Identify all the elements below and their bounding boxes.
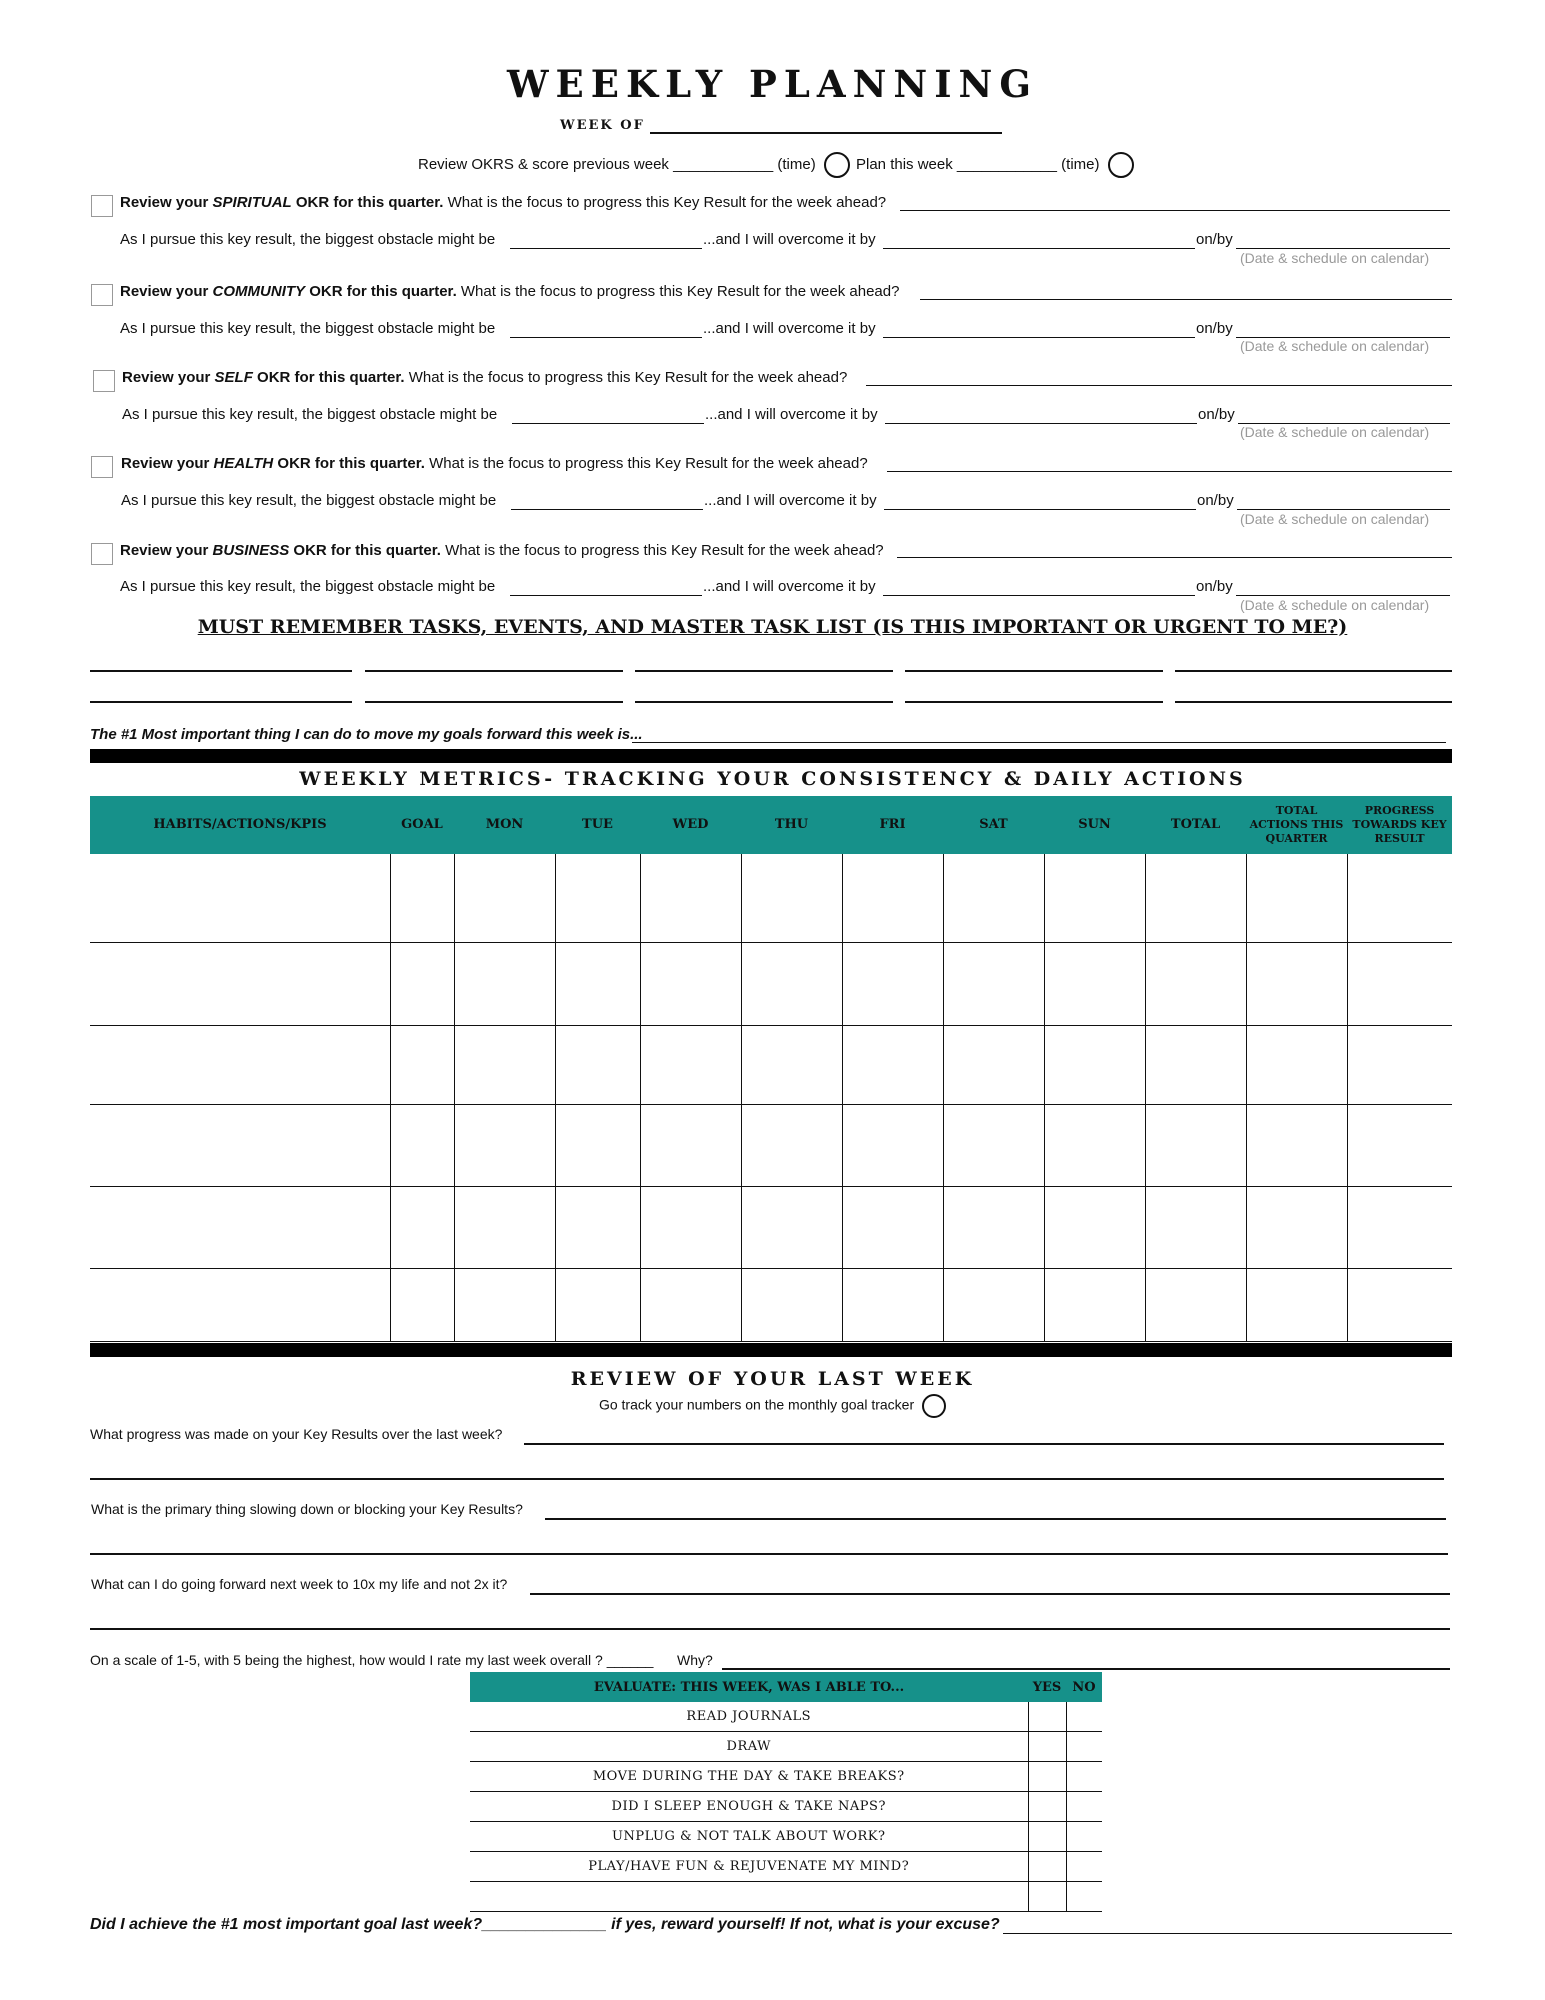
metric-cell[interactable] — [1347, 1187, 1452, 1269]
evaluate-item: READ JOURNALS — [470, 1702, 1028, 1732]
yes-cell[interactable] — [1028, 1702, 1066, 1732]
okr-suffix: OKR for this quarter. — [289, 542, 441, 559]
metric-cell[interactable] — [1347, 1105, 1452, 1187]
calendar-hint-4: (Date & schedule on calendar) — [1240, 511, 1430, 527]
onby-text-1: on/by — [1196, 231, 1233, 248]
evaluate-table — [470, 1672, 1102, 1912]
metric-cell[interactable] — [390, 943, 454, 1026]
col-header: PROGRESS TOWARDS KEY RESULT — [1347, 796, 1452, 854]
okr-business-focus-field[interactable] — [897, 557, 1452, 558]
metric-cell[interactable] — [741, 1269, 842, 1342]
col-header: SUN — [1044, 796, 1145, 854]
metric-cell[interactable] — [555, 1269, 640, 1342]
metric-cell[interactable] — [741, 943, 842, 1026]
okr-area: SELF — [214, 369, 253, 386]
metric-cell[interactable] — [454, 943, 555, 1026]
okr-area: COMMUNITY — [212, 283, 306, 300]
task-line[interactable] — [1175, 670, 1452, 672]
evaluate-item: DID I SLEEP ENOUGH & TAKE NAPS? — [470, 1792, 1028, 1822]
metric-cell[interactable] — [390, 1026, 454, 1105]
yes-cell[interactable] — [1028, 1852, 1066, 1882]
task-line[interactable] — [635, 701, 893, 703]
metric-cell[interactable] — [1145, 1187, 1246, 1269]
yes-cell[interactable] — [1028, 1732, 1066, 1762]
evaluate-row — [470, 1702, 1102, 1732]
calendar-hint-5: (Date & schedule on calendar) — [1240, 597, 1430, 613]
metric-cell[interactable] — [555, 943, 640, 1026]
evaluate-header-row — [470, 1672, 1102, 1702]
okr-area: BUSINESS — [212, 542, 290, 559]
most-important-label: The #1 Most important thing I can do to move my goals forward this week is... — [90, 726, 643, 743]
yes-cell[interactable] — [1028, 1792, 1066, 1822]
evaluate-row — [470, 1762, 1102, 1792]
metric-cell[interactable] — [390, 854, 454, 943]
okr-spiritual-checkbox[interactable] — [91, 195, 113, 217]
col-header: GOAL — [390, 796, 454, 854]
metric-cell[interactable] — [1347, 943, 1452, 1026]
metrics-row — [90, 854, 1452, 943]
achieve-text: Did I achieve the #1 most important goal last week?______________ — [90, 1916, 607, 1933]
habit-cell[interactable] — [90, 943, 390, 1026]
task-line[interactable] — [905, 670, 1163, 672]
metric-cell[interactable] — [1347, 1269, 1452, 1342]
no-cell[interactable] — [1066, 1702, 1102, 1732]
task-line[interactable] — [635, 670, 893, 672]
metric-cell[interactable] — [943, 1026, 1044, 1105]
okr-question-text: What is the focus to progress this Key Result for the week ahead? — [456, 283, 900, 300]
metric-cell[interactable] — [1246, 1269, 1347, 1342]
obstacle-text-2: As I pursue this key result, the biggest obstacle might be — [120, 320, 496, 337]
overcome-text-1: ...and I will overcome it by — [703, 231, 876, 248]
achieve-question — [90, 1916, 1000, 1934]
review-okrs-row — [418, 152, 850, 178]
yes-cell[interactable] — [1028, 1762, 1066, 1792]
metric-cell[interactable] — [1246, 1026, 1347, 1105]
metric-cell[interactable] — [741, 1187, 842, 1269]
metric-cell[interactable] — [1044, 1026, 1145, 1105]
obstacle-field-3[interactable] — [512, 423, 704, 424]
onby-text-3: on/by — [1198, 406, 1235, 423]
habit-cell[interactable] — [90, 1026, 390, 1105]
okr-suffix: OKR for this quarter. — [273, 455, 425, 472]
okr-suffix: OKR for this quarter. — [305, 283, 457, 300]
no-cell[interactable] — [1066, 1882, 1102, 1912]
obstacle-field-5[interactable] — [510, 595, 702, 596]
metric-cell[interactable] — [640, 854, 741, 943]
col-header: SAT — [943, 796, 1044, 854]
evaluate-item: DRAW — [470, 1732, 1028, 1762]
okr-area: HEALTH — [213, 455, 274, 472]
okr-prefix: Review your — [120, 542, 213, 559]
obstacle-field-4[interactable] — [511, 509, 703, 510]
no-cell[interactable] — [1066, 1822, 1102, 1852]
okr-prefix: Review your — [120, 283, 213, 300]
metric-cell[interactable] — [555, 854, 640, 943]
no-cell[interactable] — [1066, 1852, 1102, 1882]
metric-cell[interactable] — [1044, 854, 1145, 943]
obstacle-text-4: As I pursue this key result, the biggest obstacle might be — [121, 492, 497, 509]
answer-line[interactable] — [524, 1443, 1444, 1445]
metric-cell[interactable] — [842, 854, 943, 943]
col-header: THU — [741, 796, 842, 854]
plan-week-label: Plan this week ____________ (time) — [856, 155, 1100, 173]
onby-field-4[interactable] — [1237, 509, 1450, 510]
metric-cell[interactable] — [1347, 1026, 1452, 1105]
okr-spiritual-question — [120, 194, 886, 211]
okr-business-question — [120, 542, 884, 559]
evaluate-item: UNPLUG & NOT TALK ABOUT WORK? — [470, 1822, 1028, 1852]
task-line[interactable] — [1175, 701, 1452, 703]
metric-cell[interactable] — [842, 1105, 943, 1187]
metric-cell[interactable] — [943, 1187, 1044, 1269]
metric-cell[interactable] — [1246, 1187, 1347, 1269]
okr-self-focus-field[interactable] — [866, 385, 1452, 386]
metric-cell[interactable] — [943, 943, 1044, 1026]
okr-community-checkbox[interactable] — [91, 284, 113, 306]
review-question-blocking: What is the primary thing slowing down or blocking your Key Results? — [91, 1501, 523, 1517]
evaluate-row — [470, 1732, 1102, 1762]
excuse-field[interactable] — [1003, 1933, 1452, 1934]
answer-line[interactable] — [530, 1593, 1450, 1595]
no-cell[interactable] — [1066, 1762, 1102, 1792]
okr-health-question — [121, 455, 868, 472]
overcome-field-1[interactable] — [883, 248, 1195, 249]
metric-cell[interactable] — [842, 1187, 943, 1269]
okr-spiritual-focus-field[interactable] — [900, 210, 1450, 211]
metrics-row — [90, 943, 1452, 1026]
no-cell[interactable] — [1066, 1792, 1102, 1822]
metric-cell[interactable] — [741, 1105, 842, 1187]
onby-text-5: on/by — [1196, 578, 1233, 595]
metric-cell[interactable] — [640, 1187, 741, 1269]
week-of-label: WEEK OF — [560, 118, 645, 133]
metric-cell[interactable] — [943, 1105, 1044, 1187]
habit-cell[interactable] — [90, 854, 390, 943]
calendar-hint-3: (Date & schedule on calendar) — [1240, 424, 1430, 440]
okr-health-focus-field[interactable] — [887, 471, 1452, 472]
rating-question: On a scale of 1-5, with 5 being the highest, how would I rate my last week overall ? ______ — [90, 1652, 654, 1668]
tracker-text: Go track your numbers on the monthly goal tracker — [598, 1396, 915, 1413]
review-heading: REVIEW OF YOUR LAST WEEK — [570, 1368, 975, 1390]
col-header: WED — [640, 796, 741, 854]
review-done-circle[interactable] — [824, 152, 850, 178]
metric-cell[interactable] — [842, 1026, 943, 1105]
metrics-row — [90, 1105, 1452, 1187]
overcome-field-3[interactable] — [885, 423, 1197, 424]
overcome-field-4[interactable] — [884, 509, 1196, 510]
review-subtitle — [0, 1394, 1545, 1418]
yes-cell[interactable] — [1028, 1882, 1066, 1912]
task-line[interactable] — [365, 670, 623, 672]
okr-community-focus-field[interactable] — [920, 299, 1452, 300]
week-of-field[interactable] — [650, 132, 1002, 134]
okr-prefix: Review your — [122, 369, 215, 386]
metric-cell[interactable] — [943, 1269, 1044, 1342]
evaluate-row — [470, 1792, 1102, 1822]
okr-suffix: OKR for this quarter. — [291, 194, 444, 211]
okr-community-question — [120, 283, 899, 300]
obstacle-field-1[interactable] — [510, 248, 702, 249]
overcome-text-3: ...and I will overcome it by — [705, 406, 878, 423]
metric-cell[interactable] — [390, 1187, 454, 1269]
metrics-row — [90, 1026, 1452, 1105]
task-line[interactable] — [90, 670, 352, 672]
col-header: MON — [454, 796, 555, 854]
metric-cell[interactable] — [1044, 943, 1145, 1026]
metric-cell[interactable] — [1145, 1269, 1246, 1342]
col-header: HABITS/ACTIONS/KPIS — [90, 796, 390, 854]
okr-health-checkbox[interactable] — [91, 456, 113, 478]
metric-cell[interactable] — [1145, 1105, 1246, 1187]
metric-cell[interactable] — [741, 1026, 842, 1105]
okr-business-checkbox[interactable] — [91, 543, 113, 565]
okr-prefix: Review your — [120, 194, 213, 211]
plan-week-row — [856, 152, 1134, 178]
task-line[interactable] — [365, 701, 623, 703]
metric-cell[interactable] — [454, 1269, 555, 1342]
metrics-header-row — [90, 796, 1452, 854]
review-question-progress: What progress was made on your Key Results over the last week? — [90, 1426, 503, 1442]
onby-text-2: on/by — [1196, 320, 1233, 337]
metrics-table — [90, 796, 1452, 1342]
habit-cell[interactable] — [90, 1187, 390, 1269]
habit-cell[interactable] — [90, 1269, 390, 1342]
metric-cell[interactable] — [640, 943, 741, 1026]
evaluate-row — [470, 1822, 1102, 1852]
okr-area: SPIRITUAL — [212, 194, 292, 211]
yes-header: YES — [1028, 1672, 1066, 1702]
overcome-text-2: ...and I will overcome it by — [703, 320, 876, 337]
metric-cell[interactable] — [1246, 943, 1347, 1026]
divider-bar — [90, 1343, 1452, 1357]
evaluate-row — [470, 1852, 1102, 1882]
onby-field-5[interactable] — [1236, 595, 1450, 596]
metric-cell[interactable] — [842, 1269, 943, 1342]
metric-cell[interactable] — [454, 1187, 555, 1269]
overcome-field-2[interactable] — [883, 337, 1195, 338]
task-line[interactable] — [90, 701, 352, 703]
metric-cell[interactable] — [555, 1026, 640, 1105]
obstacle-field-2[interactable] — [510, 337, 702, 338]
metric-cell[interactable] — [1145, 1026, 1246, 1105]
divider-bar — [90, 749, 1452, 763]
calendar-hint-2: (Date & schedule on calendar) — [1240, 338, 1430, 354]
col-header: TOTAL ACTIONS THIS QUARTER — [1246, 796, 1347, 854]
obstacle-text-3: As I pursue this key result, the biggest obstacle might be — [122, 406, 498, 423]
no-header: NO — [1066, 1672, 1102, 1702]
metric-cell[interactable] — [454, 854, 555, 943]
metrics-row — [90, 1187, 1452, 1269]
why-field[interactable] — [722, 1668, 1450, 1670]
evaluate-item: PLAY/HAVE FUN & REJUVENATE MY MIND? — [470, 1852, 1028, 1882]
onby-text-4: on/by — [1197, 492, 1234, 509]
metric-cell[interactable] — [555, 1105, 640, 1187]
calendar-hint-1: (Date & schedule on calendar) — [1240, 250, 1430, 266]
evaluate-item: MOVE DURING THE DAY & TAKE BREAKS? — [470, 1762, 1028, 1792]
metric-cell[interactable] — [454, 1026, 555, 1105]
metric-cell[interactable] — [1347, 854, 1452, 943]
obstacle-text-5: As I pursue this key result, the biggest obstacle might be — [120, 578, 496, 595]
okr-self-checkbox[interactable] — [93, 370, 115, 392]
habit-cell[interactable] — [90, 1105, 390, 1187]
metric-cell[interactable] — [390, 1269, 454, 1342]
reward-text: if yes, reward yourself! If not, what is your excuse? — [606, 1916, 1000, 1933]
col-header: TUE — [555, 796, 640, 854]
metrics-row — [90, 1269, 1452, 1342]
metric-cell[interactable] — [741, 854, 842, 943]
evaluate-row — [470, 1882, 1102, 1912]
metric-cell[interactable] — [390, 1105, 454, 1187]
onby-field-1[interactable] — [1236, 248, 1450, 249]
metric-cell[interactable] — [1246, 854, 1347, 943]
review-question-10x: What can I do going forward next week to 10x my life and not 2x it? — [91, 1576, 508, 1592]
tracker-done-circle[interactable] — [922, 1394, 946, 1418]
yes-cell[interactable] — [1028, 1822, 1066, 1852]
answer-line[interactable] — [90, 1628, 1450, 1630]
answer-line[interactable] — [545, 1518, 1446, 1520]
metric-cell[interactable] — [943, 854, 1044, 943]
okr-question-text: What is the focus to progress this Key Result for the week ahead? — [404, 369, 848, 386]
must-remember-heading: MUST REMEMBER TASKS, EVENTS, AND MASTER TASK LIST (IS THIS IMPORTANT OR URGENT TO ME?) — [197, 616, 1348, 638]
metric-cell[interactable] — [842, 943, 943, 1026]
metric-cell[interactable] — [555, 1187, 640, 1269]
okr-question-text: What is the focus to progress this Key Result for the week ahead? — [424, 455, 868, 472]
metric-cell[interactable] — [1145, 943, 1246, 1026]
metric-cell[interactable] — [640, 1105, 741, 1187]
metrics-heading: WEEKLY METRICS- TRACKING YOUR CONSISTENCY & DAILY ACTIONS — [299, 768, 1246, 790]
okr-question-text: What is the focus to progress this Key Result for the week ahead? — [443, 194, 887, 211]
metric-cell[interactable] — [1246, 1105, 1347, 1187]
answer-line[interactable] — [90, 1553, 1448, 1555]
metric-cell[interactable] — [454, 1105, 555, 1187]
metric-cell[interactable] — [640, 1269, 741, 1342]
overcome-text-4: ...and I will overcome it by — [704, 492, 877, 509]
evaluate-header: EVALUATE: THIS WEEK, WAS I ABLE TO... — [470, 1672, 1028, 1702]
most-important-field[interactable] — [632, 742, 1446, 743]
overcome-field-5[interactable] — [883, 595, 1195, 596]
metric-cell[interactable] — [1044, 1269, 1145, 1342]
okr-question-text: What is the focus to progress this Key Result for the week ahead? — [440, 542, 884, 559]
okr-prefix: Review your — [121, 455, 214, 472]
col-header: TOTAL — [1145, 796, 1246, 854]
answer-line[interactable] — [90, 1478, 1444, 1480]
why-label: Why? — [677, 1652, 713, 1668]
task-line[interactable] — [905, 701, 1163, 703]
plan-done-circle[interactable] — [1108, 152, 1134, 178]
col-header: FRI — [842, 796, 943, 854]
overcome-text-5: ...and I will overcome it by — [703, 578, 876, 595]
obstacle-text-1: As I pursue this key result, the biggest obstacle might be — [120, 231, 496, 248]
okr-suffix: OKR for this quarter. — [252, 369, 405, 386]
evaluate-item — [470, 1882, 1028, 1912]
review-okrs-label: Review OKRS & score previous week ____________ (time) — [418, 155, 816, 173]
page-title: WEEKLY PLANNING — [507, 62, 1038, 106]
metric-cell[interactable] — [1044, 1187, 1145, 1269]
metric-cell[interactable] — [1145, 854, 1246, 943]
metric-cell[interactable] — [1044, 1105, 1145, 1187]
metric-cell[interactable] — [640, 1026, 741, 1105]
no-cell[interactable] — [1066, 1732, 1102, 1762]
okr-self-question — [122, 369, 847, 386]
